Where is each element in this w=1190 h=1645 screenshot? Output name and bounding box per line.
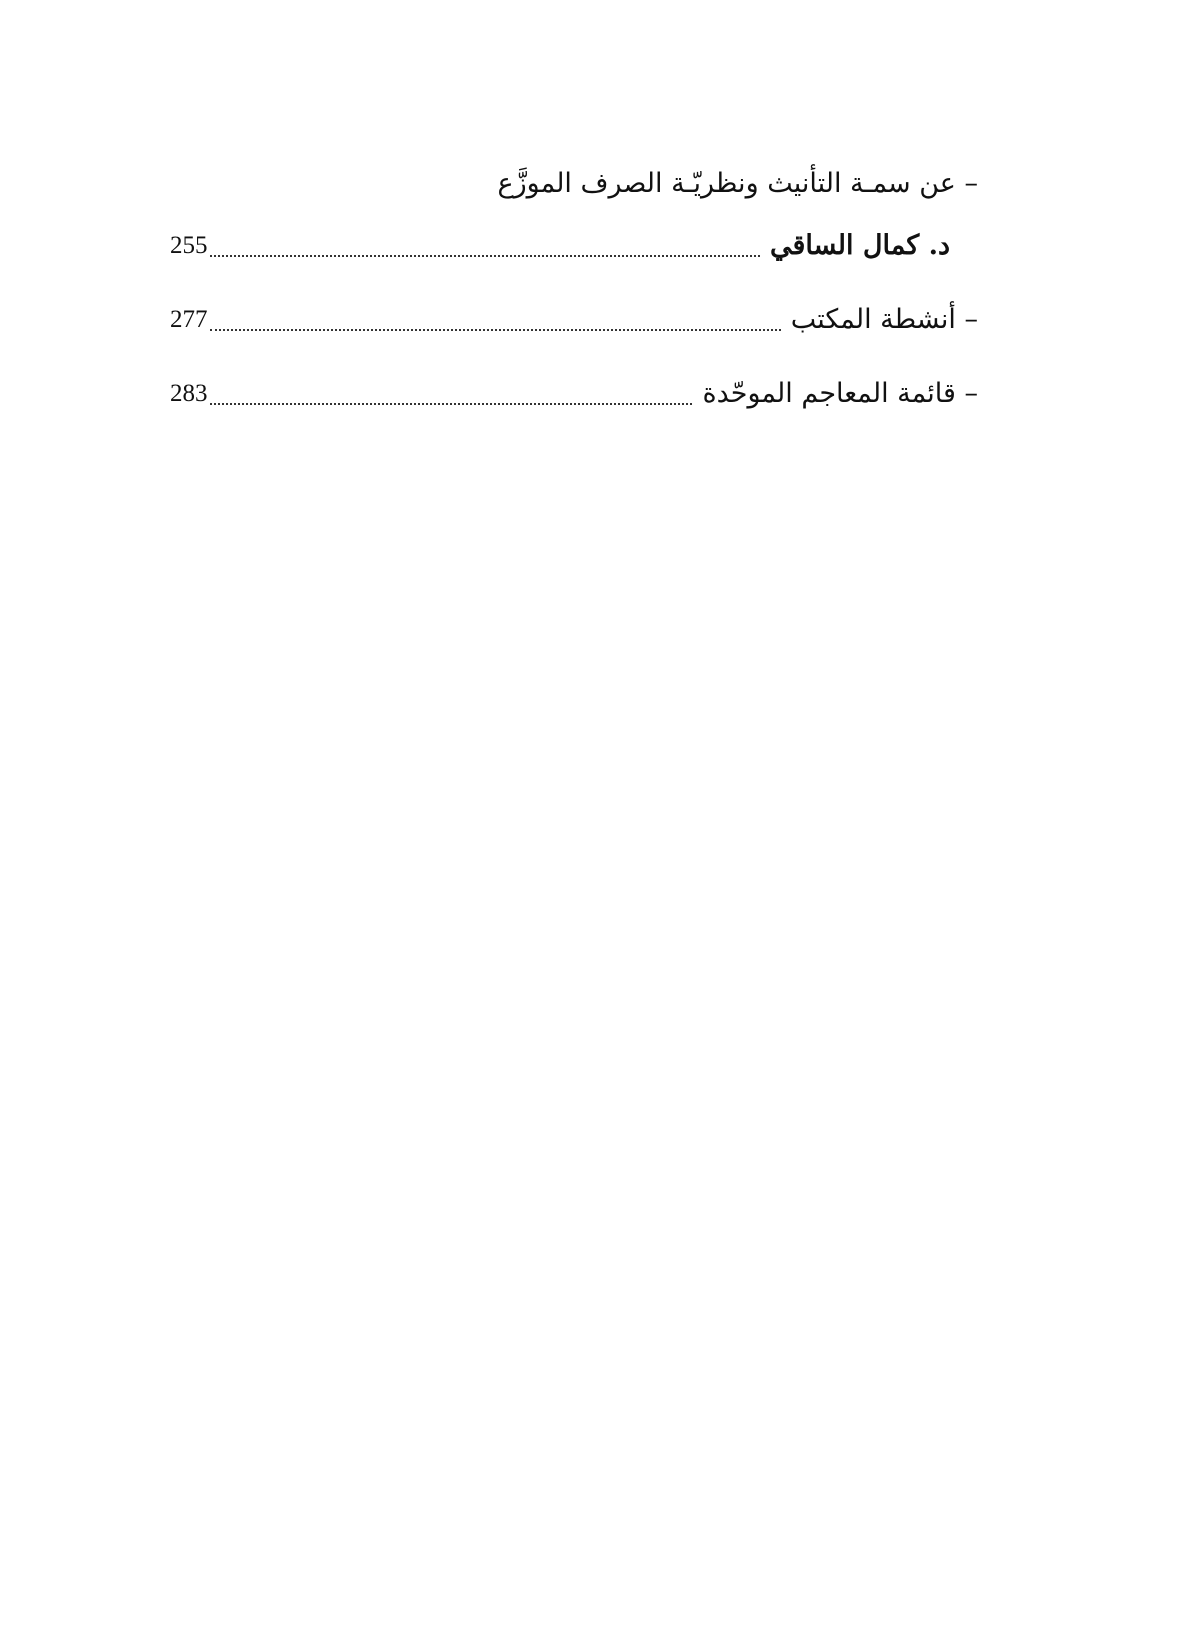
toc-entry-page-number: 255: [170, 232, 208, 259]
toc-entry-author: د. كمال الساقي: [770, 230, 950, 261]
toc-entry: [170, 296, 978, 344]
toc-entry-title: – عن سمـة التأنيث ونظريّـة الصرف الموزَّع: [497, 168, 978, 199]
dot-leader: [210, 222, 761, 270]
toc-entry-title: – أنشطة المكتب: [790, 304, 978, 335]
toc-entry-title: – قائمة المعاجم الموحّدة: [702, 378, 978, 409]
dot-leader: [210, 370, 693, 418]
table-of-contents: [170, 160, 978, 444]
toc-entry-page-number: 277: [170, 306, 208, 333]
dot-leader: [210, 296, 781, 344]
toc-entry-title-line: [170, 160, 978, 208]
toc-entry-author-line: [170, 222, 978, 270]
toc-entry: [170, 370, 978, 418]
toc-entry-page-number: 283: [170, 380, 208, 407]
